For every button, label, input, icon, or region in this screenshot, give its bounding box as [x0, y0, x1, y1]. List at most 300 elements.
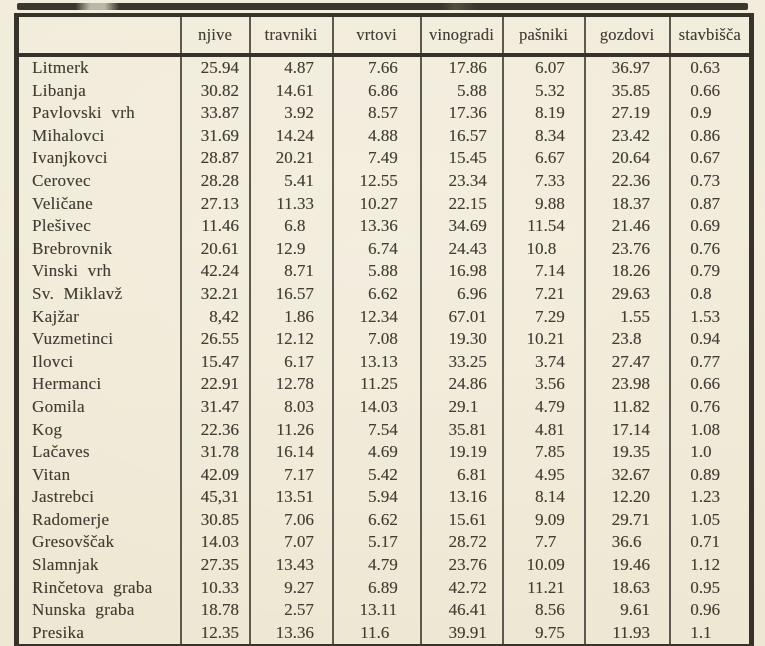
value-cell: [585, 464, 670, 487]
value-fraction-part: .95: [698, 577, 720, 597]
value-integer-part: 0: [690, 464, 699, 484]
value-cell: [503, 441, 585, 464]
value-fraction-part: .74: [543, 351, 565, 371]
value-cell: [503, 328, 585, 351]
value-fraction-part: .26: [628, 261, 650, 281]
value-cell: [585, 55, 670, 80]
value-fraction-part: .95: [543, 464, 565, 484]
value-fraction-part: .91: [217, 374, 239, 394]
value-integer-part: 1: [690, 419, 699, 439]
value-integer-part: 11: [612, 622, 629, 642]
value-cell: [181, 486, 250, 509]
value-fraction-part: .35: [217, 555, 239, 575]
value-fraction-part: .57: [292, 283, 314, 303]
value-integer-part: 11: [527, 216, 544, 236]
value-cell: [250, 441, 333, 464]
value-integer-part: 28: [448, 532, 466, 552]
value-cell: [670, 80, 752, 103]
value-cell: [503, 531, 585, 554]
value-fraction-part: .47: [628, 351, 650, 371]
value-integer-part: 0: [690, 193, 699, 213]
value-integer-part: 19: [611, 442, 629, 462]
value-integer-part: 7: [535, 532, 544, 552]
value-integer-part: 5: [535, 80, 544, 100]
table-row: [17, 464, 752, 487]
value-integer-part: 8: [284, 261, 293, 281]
value-cell: [333, 215, 421, 238]
value-integer-part: 12: [200, 622, 218, 642]
value-fraction-part: .49: [376, 148, 398, 168]
column-header-vrtovi: vrtovi: [333, 15, 421, 55]
value-fraction-part: .06: [292, 509, 314, 529]
table-row: [17, 441, 752, 464]
table-row: [17, 577, 752, 600]
value-integer-part: 17: [448, 58, 466, 77]
header-row: [17, 15, 752, 55]
value-integer-part: 0: [690, 283, 699, 303]
value-integer-part: 14: [275, 125, 293, 145]
value-integer-part: 1: [620, 306, 629, 326]
value-integer-part: 13: [275, 487, 293, 507]
value-integer-part: 5: [368, 487, 377, 507]
value-cell: [181, 622, 250, 646]
value-fraction-part: .93: [628, 622, 650, 642]
value-cell: [421, 351, 503, 374]
value-integer-part: 7: [368, 419, 377, 439]
row-label: Nunska graba: [32, 600, 135, 620]
value-fraction-part: .46: [217, 216, 239, 236]
value-cell: [333, 554, 421, 577]
value-cell: [181, 509, 250, 532]
value-cell: [333, 509, 421, 532]
value-cell: [503, 102, 585, 125]
row-label: Gomila: [32, 396, 85, 416]
value-cell: [670, 328, 752, 351]
value-cell: [421, 283, 503, 306]
value-cell: [503, 215, 585, 238]
value-cell: [503, 306, 585, 329]
value-cell: [250, 80, 333, 103]
value-cell: [503, 554, 585, 577]
value-fraction-part: .76: [465, 555, 487, 575]
value-cell: [181, 170, 250, 193]
value-integer-part: 13: [448, 487, 466, 507]
value-cell: [333, 193, 421, 216]
value-fraction-part: .19: [465, 442, 487, 462]
value-integer-part: 42: [200, 464, 218, 484]
value-fraction-part: .43: [292, 555, 314, 575]
value-fraction-part: .97: [628, 58, 650, 77]
row-label: Vuzmetinci: [32, 329, 114, 349]
row-label: Presika: [32, 622, 85, 642]
value-cell: [181, 464, 250, 487]
value-fraction-part: .30: [465, 329, 487, 349]
row-label: Ivanjkovci: [32, 148, 108, 168]
value-fraction-part: .78: [217, 600, 239, 620]
value-integer-part: 7: [535, 170, 544, 190]
value-cell: [421, 373, 503, 396]
value-cell: [181, 55, 250, 80]
value-integer-part: 0: [690, 351, 699, 371]
value-integer-part: 22: [200, 374, 218, 394]
value-fraction-part: .25: [376, 374, 398, 394]
value-integer-part: 0: [690, 103, 699, 123]
value-cell: [585, 373, 670, 396]
value-cell: [181, 80, 250, 103]
value-cell: [421, 260, 503, 283]
value-integer-part: 9: [535, 509, 544, 529]
value-integer-part: 7: [535, 306, 544, 326]
value-integer-part: 5: [368, 464, 377, 484]
value-fraction-part: .21: [543, 329, 565, 349]
value-fraction-part: .43: [465, 238, 487, 258]
value-integer-part: 32: [200, 283, 218, 303]
value-cell: [670, 102, 752, 125]
value-cell: [250, 328, 333, 351]
value-cell: [250, 306, 333, 329]
value-cell: [585, 193, 670, 216]
value-fraction-part: .21: [543, 283, 565, 303]
value-fraction-part: .98: [465, 261, 487, 281]
value-fraction-part: .8: [292, 216, 306, 236]
value-cell: [670, 577, 752, 600]
column-header-travniki: travniki: [250, 15, 333, 55]
value-fraction-part: .21: [543, 577, 565, 597]
value-cell: [181, 351, 250, 374]
value-cell: [421, 193, 503, 216]
value-integer-part: 13: [359, 600, 377, 620]
table-row: [17, 351, 752, 374]
value-cell: [333, 419, 421, 442]
value-integer-part: 10: [200, 577, 218, 597]
value-integer-part: 8: [209, 306, 218, 326]
value-integer-part: 20: [275, 148, 293, 168]
value-cell: [585, 599, 670, 622]
value-cell: [585, 554, 670, 577]
value-cell: [250, 147, 333, 170]
table-row: [17, 102, 752, 125]
value-fraction-part: .76: [698, 238, 720, 258]
value-cell: [250, 509, 333, 532]
value-cell: [421, 102, 503, 125]
value-fraction-part: .01: [465, 306, 487, 326]
value-fraction-part: .61: [292, 80, 314, 100]
row-label: Jastrebci: [32, 487, 95, 507]
value-integer-part: 4: [368, 442, 377, 462]
table-row: [17, 193, 752, 216]
value-fraction-part: .41: [465, 600, 487, 620]
value-fraction-part: .86: [292, 306, 314, 326]
value-fraction-part: .81: [465, 464, 487, 484]
value-integer-part: 17: [611, 419, 629, 439]
value-cell: [503, 464, 585, 487]
value-integer-part: 16: [448, 125, 466, 145]
value-integer-part: 20: [200, 238, 218, 258]
value-fraction-part: .24: [292, 125, 314, 145]
value-cell: [421, 531, 503, 554]
value-fraction-part: .86: [465, 58, 487, 77]
value-cell: [585, 147, 670, 170]
value-fraction-part: .87: [292, 58, 314, 77]
value-integer-part: 5: [457, 80, 466, 100]
value-integer-part: 23: [611, 329, 629, 349]
value-integer-part: 0: [690, 532, 699, 552]
value-cell: [333, 486, 421, 509]
value-integer-part: 1: [690, 442, 699, 462]
value-integer-part: 0: [690, 216, 699, 236]
value-cell: [503, 80, 585, 103]
value-fraction-part: .63: [698, 58, 720, 77]
value-integer-part: 30: [200, 80, 218, 100]
value-integer-part: 29: [611, 509, 629, 529]
value-cell: [670, 464, 752, 487]
table-row: [17, 622, 752, 646]
value-fraction-part: .34: [543, 125, 565, 145]
value-integer-part: 0: [690, 80, 699, 100]
value-cell: [421, 486, 503, 509]
table-header: [17, 15, 752, 55]
value-fraction-part: .42: [376, 464, 398, 484]
value-fraction-part: .16: [465, 487, 487, 507]
value-cell: [503, 396, 585, 419]
table-row: [17, 238, 752, 261]
row-label: Sv. Miklavž: [32, 283, 123, 303]
value-integer-part: 11: [276, 419, 293, 439]
value-integer-part: 0: [690, 125, 699, 145]
value-cell: [503, 260, 585, 283]
value-fraction-part: .42: [628, 125, 650, 145]
value-cell: [670, 55, 752, 80]
value-cell: [250, 554, 333, 577]
value-cell: [421, 464, 503, 487]
value-cell: [250, 238, 333, 261]
value-integer-part: 24: [448, 238, 466, 258]
value-fraction-part: .34: [465, 170, 487, 190]
value-integer-part: 6: [368, 509, 377, 529]
value-cell: [670, 622, 752, 646]
value-fraction-part: .81: [543, 419, 565, 439]
value-cell: [181, 215, 250, 238]
value-integer-part: 13: [359, 216, 377, 236]
value-cell: [670, 147, 752, 170]
value-cell: [503, 125, 585, 148]
value-integer-part: 1: [690, 487, 699, 507]
value-fraction-part: .14: [543, 487, 565, 507]
value-fraction-part: .33: [217, 577, 239, 597]
value-cell: [181, 577, 250, 600]
value-fraction-part: .9: [292, 238, 306, 258]
table-row: [17, 147, 752, 170]
value-cell: [250, 373, 333, 396]
value-cell: [250, 486, 333, 509]
value-cell: [585, 102, 670, 125]
value-integer-part: 8: [284, 396, 293, 416]
value-fraction-part: .09: [543, 509, 565, 529]
value-fraction-part: .19: [543, 103, 565, 123]
value-fraction-part: .76: [698, 396, 720, 416]
value-integer-part: 6: [368, 80, 377, 100]
value-cell: [333, 170, 421, 193]
table-row: [17, 80, 752, 103]
value-cell: [333, 464, 421, 487]
value-fraction-part: .94: [376, 487, 398, 507]
value-cell: [585, 509, 670, 532]
value-fraction-part: .09: [543, 555, 565, 575]
value-integer-part: 0: [690, 600, 699, 620]
value-cell: [250, 125, 333, 148]
row-label: Radomerje: [32, 509, 110, 529]
value-cell: [333, 283, 421, 306]
value-cell: [250, 260, 333, 283]
value-fraction-part: .55: [628, 306, 650, 326]
value-cell: [181, 147, 250, 170]
value-integer-part: 2: [284, 600, 293, 620]
value-fraction-part: .96: [698, 600, 720, 620]
value-fraction-part: .88: [376, 125, 398, 145]
value-cell: [585, 351, 670, 374]
row-label: Mihalovci: [32, 125, 105, 145]
value-integer-part: 12: [275, 238, 293, 258]
value-cell: [181, 599, 250, 622]
value-cell: [333, 55, 421, 80]
column-header-vinogradi: vinogradi: [421, 15, 503, 55]
row-label: Pavlovski vrh: [32, 103, 135, 123]
value-integer-part: 3: [535, 351, 544, 371]
table-row: [17, 125, 752, 148]
value-integer-part: 16: [275, 442, 293, 462]
value-cell: [670, 215, 752, 238]
value-fraction-part: .71: [698, 532, 720, 552]
table-row: [17, 260, 752, 283]
value-integer-part: 0: [690, 58, 699, 77]
value-cell: [670, 396, 752, 419]
row-label: Brebrovnik: [32, 238, 113, 258]
value-fraction-part: .73: [698, 170, 720, 190]
value-cell: [333, 373, 421, 396]
value-integer-part: 12: [275, 329, 293, 349]
value-cell: [250, 622, 333, 646]
value-integer-part: 15: [448, 148, 466, 168]
row-label: Vitan: [32, 464, 71, 484]
value-fraction-part: ,31: [217, 487, 239, 507]
value-fraction-part: .88: [465, 80, 487, 100]
value-cell: [503, 283, 585, 306]
value-integer-part: 7: [284, 464, 293, 484]
value-cell: [333, 531, 421, 554]
value-cell: [503, 509, 585, 532]
table-row: [17, 215, 752, 238]
value-cell: [421, 306, 503, 329]
value-integer-part: 36: [611, 58, 629, 77]
value-integer-part: 36: [611, 532, 629, 552]
value-integer-part: 8: [535, 600, 544, 620]
value-fraction-part: .82: [217, 80, 239, 100]
value-fraction-part: .35: [628, 442, 650, 462]
value-integer-part: 10: [526, 329, 544, 349]
value-cell: [181, 193, 250, 216]
value-cell: [250, 577, 333, 600]
value-fraction-part: .1: [698, 622, 712, 642]
value-integer-part: 67: [448, 306, 466, 326]
value-cell: [421, 215, 503, 238]
value-integer-part: 19: [448, 329, 466, 349]
value-fraction-part: .36: [465, 103, 487, 123]
value-integer-part: 7: [535, 283, 544, 303]
value-integer-part: 12: [359, 306, 377, 326]
value-integer-part: 0: [690, 148, 699, 168]
value-fraction-part: .8: [698, 283, 712, 303]
value-integer-part: 32: [611, 464, 629, 484]
value-integer-part: 23: [448, 170, 466, 190]
value-integer-part: 14: [359, 396, 377, 416]
value-fraction-part: .76: [628, 238, 650, 258]
table-row: [17, 531, 752, 554]
table-row: [17, 599, 752, 622]
row-label: Litmerk: [32, 58, 89, 77]
value-integer-part: 6: [368, 238, 377, 258]
value-cell: [421, 238, 503, 261]
value-cell: [503, 147, 585, 170]
value-fraction-part: .67: [628, 464, 650, 484]
value-integer-part: 12: [275, 374, 293, 394]
value-cell: [250, 193, 333, 216]
value-cell: [585, 577, 670, 600]
value-fraction-part: .46: [628, 555, 650, 575]
value-cell: [333, 147, 421, 170]
value-integer-part: 39: [448, 622, 466, 642]
value-cell: [181, 419, 250, 442]
value-cell: [585, 328, 670, 351]
value-fraction-part: .03: [376, 396, 398, 416]
value-integer-part: 7: [284, 509, 293, 529]
value-fraction-part: .36: [217, 419, 239, 439]
value-integer-part: 6: [284, 351, 293, 371]
value-fraction-part: .35: [217, 622, 239, 642]
table-row: [17, 306, 752, 329]
value-fraction-part: .98: [628, 374, 650, 394]
value-fraction-part: .56: [543, 374, 565, 394]
value-integer-part: 11: [527, 577, 544, 597]
value-integer-part: 1: [690, 509, 699, 529]
value-cell: [585, 125, 670, 148]
value-cell: [670, 486, 752, 509]
value-integer-part: 34: [448, 216, 466, 236]
value-integer-part: 6: [368, 283, 377, 303]
value-cell: [503, 419, 585, 442]
value-integer-part: 9: [620, 600, 629, 620]
value-fraction-part: .21: [217, 283, 239, 303]
value-integer-part: 12: [359, 170, 377, 190]
table-row: [17, 554, 752, 577]
value-cell: [670, 531, 752, 554]
value-cell: [333, 238, 421, 261]
value-fraction-part: .34: [376, 306, 398, 326]
value-fraction-part: .8: [628, 329, 642, 349]
value-cell: [421, 396, 503, 419]
value-integer-part: 18: [611, 577, 629, 597]
value-integer-part: 13: [275, 622, 293, 642]
value-cell: [503, 599, 585, 622]
value-integer-part: 19: [448, 442, 466, 462]
value-cell: [585, 441, 670, 464]
value-fraction-part: .19: [628, 103, 650, 123]
value-cell: [670, 373, 752, 396]
value-integer-part: 27: [200, 555, 218, 575]
value-fraction-part: ,42: [217, 306, 239, 326]
value-fraction-part: .03: [217, 532, 239, 552]
value-cell: [503, 55, 585, 80]
value-fraction-part: .54: [376, 419, 398, 439]
